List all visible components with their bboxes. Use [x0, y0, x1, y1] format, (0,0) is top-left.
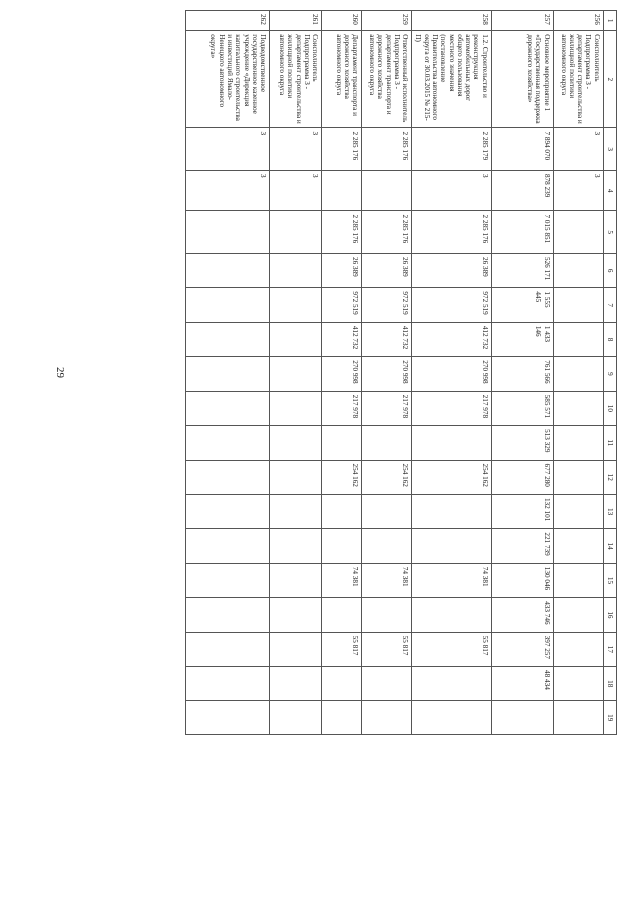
value-cell: 3	[553, 128, 603, 171]
value-cell	[186, 253, 270, 287]
value-cell	[553, 288, 603, 322]
value-cell	[553, 253, 603, 287]
value-cell	[553, 598, 603, 632]
value-cell: 397 257	[491, 632, 553, 666]
value-cell	[186, 667, 270, 701]
value-cell	[412, 667, 492, 701]
value-cell: 254 162	[412, 460, 492, 494]
value-cell	[186, 701, 270, 735]
row-name-cell: Основное мероприятие 1 «Государственная поддержка дорожного хозяйства»	[491, 31, 553, 128]
value-cell	[270, 460, 322, 494]
table-body	[186, 11, 604, 735]
value-cell: 217 978	[362, 391, 412, 425]
row-number-cell: 259	[362, 11, 412, 31]
value-cell	[270, 391, 322, 425]
column-header: 18	[603, 667, 616, 701]
value-cell	[322, 426, 362, 460]
column-header: 19	[603, 701, 616, 735]
value-cell	[553, 426, 603, 460]
value-cell	[362, 598, 412, 632]
value-cell: 48 434	[491, 667, 553, 701]
value-cell: 3	[553, 170, 603, 211]
row-name-cell: Соисполнитель Подпрограмма 3 - департамент строительства и жилищной политики автономного округа	[553, 31, 603, 128]
value-cell: 3	[270, 128, 322, 171]
table-row	[412, 11, 492, 735]
column-header: 17	[603, 632, 616, 666]
value-cell: 2 285 176	[362, 211, 412, 254]
rotated-page	[54, 10, 617, 735]
value-cell: 972 519	[362, 288, 412, 322]
column-header: 15	[603, 563, 616, 597]
value-cell	[270, 494, 322, 528]
column-header: 4	[603, 170, 616, 211]
value-cell	[491, 701, 553, 735]
value-cell	[322, 701, 362, 735]
value-cell: 26 389	[322, 253, 362, 287]
value-cell	[362, 426, 412, 460]
value-cell	[270, 288, 322, 322]
value-cell: 526 171	[491, 253, 553, 287]
row-name-cell: 1.2. Строительство и реконструкция автомобильных дорог общего пользования местного значения (постановление Правительства автономного округа от 30.03.2015 № 215-П)	[412, 31, 492, 128]
value-cell	[270, 598, 322, 632]
value-cell: 2 285 176	[362, 128, 412, 171]
value-cell	[270, 322, 322, 356]
value-cell	[362, 667, 412, 701]
value-cell	[270, 211, 322, 254]
value-cell	[412, 529, 492, 563]
value-cell: 972 519	[322, 288, 362, 322]
value-cell: 130 046	[491, 563, 553, 597]
value-cell	[186, 460, 270, 494]
column-header: 12	[603, 460, 616, 494]
row-number-cell: 256	[553, 11, 603, 31]
value-cell	[553, 529, 603, 563]
value-cell	[362, 170, 412, 211]
table-row	[322, 11, 362, 735]
value-cell	[186, 391, 270, 425]
value-cell: 3	[186, 128, 270, 171]
value-cell: 412 732	[322, 322, 362, 356]
value-cell	[412, 598, 492, 632]
value-cell	[553, 494, 603, 528]
value-cell: 2 285 176	[322, 128, 362, 171]
value-cell: 1 433 146	[491, 322, 553, 356]
header-row	[603, 11, 616, 735]
table-row	[186, 11, 270, 735]
value-cell: 26 389	[412, 253, 492, 287]
value-cell	[270, 529, 322, 563]
value-cell: 217 978	[412, 391, 492, 425]
value-cell	[412, 701, 492, 735]
value-cell	[186, 357, 270, 391]
row-name-cell: Подведомственное государственное казенное учреждение «Дирекция капитального строительства и инвестиций Ямало-Ненецкого автономного округа»	[186, 31, 270, 128]
value-cell	[186, 426, 270, 460]
row-number-cell: 261	[270, 11, 322, 31]
value-cell: 7 015 851	[491, 211, 553, 254]
value-cell	[553, 701, 603, 735]
value-cell	[553, 322, 603, 356]
value-cell: 412 732	[412, 322, 492, 356]
value-cell	[270, 667, 322, 701]
column-header: 10	[603, 391, 616, 425]
value-cell	[322, 494, 362, 528]
value-cell: 217 978	[322, 391, 362, 425]
value-cell: 3	[270, 170, 322, 211]
column-header: 2	[603, 31, 616, 128]
value-cell	[412, 426, 492, 460]
value-cell	[270, 426, 322, 460]
row-name-cell: Соисполнитель Подпрограмма 3 - департамент строительства и жилищной политики автономного округа	[270, 31, 322, 128]
value-cell: 55 817	[362, 632, 412, 666]
value-cell	[270, 253, 322, 287]
value-cell: 585 571	[491, 391, 553, 425]
row-number-cell: 260	[322, 11, 362, 31]
value-cell: 677 280	[491, 460, 553, 494]
column-header: 1	[603, 11, 616, 31]
value-cell	[322, 529, 362, 563]
value-cell: 74 381	[322, 563, 362, 597]
column-header: 16	[603, 598, 616, 632]
value-cell: 2 285 176	[322, 211, 362, 254]
value-cell: 1 555 445	[491, 288, 553, 322]
value-cell: 254 162	[362, 460, 412, 494]
column-header: 5	[603, 211, 616, 254]
column-header: 9	[603, 357, 616, 391]
value-cell	[186, 632, 270, 666]
value-cell: 132 101	[491, 494, 553, 528]
value-cell: 7 894 070	[491, 128, 553, 171]
page-number: 29	[54, 367, 66, 378]
row-name-cell: Департамент транспорта и дорожного хозяйства автономного округа	[322, 31, 362, 128]
column-header: 3	[603, 128, 616, 171]
value-cell: 270 998	[412, 357, 492, 391]
value-cell: 55 817	[412, 632, 492, 666]
value-cell: 254 162	[322, 460, 362, 494]
value-cell	[270, 357, 322, 391]
value-cell: 412 732	[362, 322, 412, 356]
value-cell	[362, 529, 412, 563]
value-cell	[186, 211, 270, 254]
value-cell: 74 381	[412, 563, 492, 597]
value-cell: 74 381	[362, 563, 412, 597]
value-cell	[362, 701, 412, 735]
value-cell	[553, 563, 603, 597]
table-row	[553, 11, 603, 735]
value-cell	[553, 391, 603, 425]
column-header: 6	[603, 253, 616, 287]
value-cell	[322, 598, 362, 632]
value-cell: 3	[412, 170, 492, 211]
value-cell: 972 519	[412, 288, 492, 322]
value-cell: 3	[186, 170, 270, 211]
value-cell: 433 746	[491, 598, 553, 632]
table-row	[491, 11, 553, 735]
value-cell	[553, 357, 603, 391]
value-cell	[362, 494, 412, 528]
value-cell	[186, 563, 270, 597]
value-cell	[553, 460, 603, 494]
value-cell	[270, 563, 322, 597]
value-cell: 878 239	[491, 170, 553, 211]
column-header: 13	[603, 494, 616, 528]
value-cell	[186, 529, 270, 563]
table-row	[270, 11, 322, 735]
value-cell	[186, 598, 270, 632]
value-cell	[186, 322, 270, 356]
value-cell	[270, 632, 322, 666]
value-cell	[322, 170, 362, 211]
value-cell: 270 998	[362, 357, 412, 391]
column-header: 11	[603, 426, 616, 460]
value-cell	[186, 494, 270, 528]
value-cell: 2 285 179	[412, 128, 492, 171]
value-cell: 513 329	[491, 426, 553, 460]
value-cell: 270 998	[322, 357, 362, 391]
value-cell: 2 285 176	[412, 211, 492, 254]
value-cell	[553, 667, 603, 701]
column-header: 14	[603, 529, 616, 563]
value-cell: 761 566	[491, 357, 553, 391]
value-cell	[322, 667, 362, 701]
value-cell	[186, 288, 270, 322]
table-row	[362, 11, 412, 735]
value-cell	[270, 701, 322, 735]
row-number-cell: 262	[186, 11, 270, 31]
value-cell	[412, 494, 492, 528]
row-name-cell: Ответственный исполнитель Подпрограмма 3 - департамент транспорта и дорожного хозяйства автономного округа	[362, 31, 412, 128]
row-number-cell: 258	[412, 11, 492, 31]
value-cell	[553, 632, 603, 666]
value-cell: 55 817	[322, 632, 362, 666]
row-number-cell: 257	[491, 11, 553, 31]
value-cell: 221 739	[491, 529, 553, 563]
value-cell	[553, 211, 603, 254]
column-header: 8	[603, 322, 616, 356]
column-header: 7	[603, 288, 616, 322]
budget-table	[185, 10, 617, 735]
value-cell: 26 389	[362, 253, 412, 287]
